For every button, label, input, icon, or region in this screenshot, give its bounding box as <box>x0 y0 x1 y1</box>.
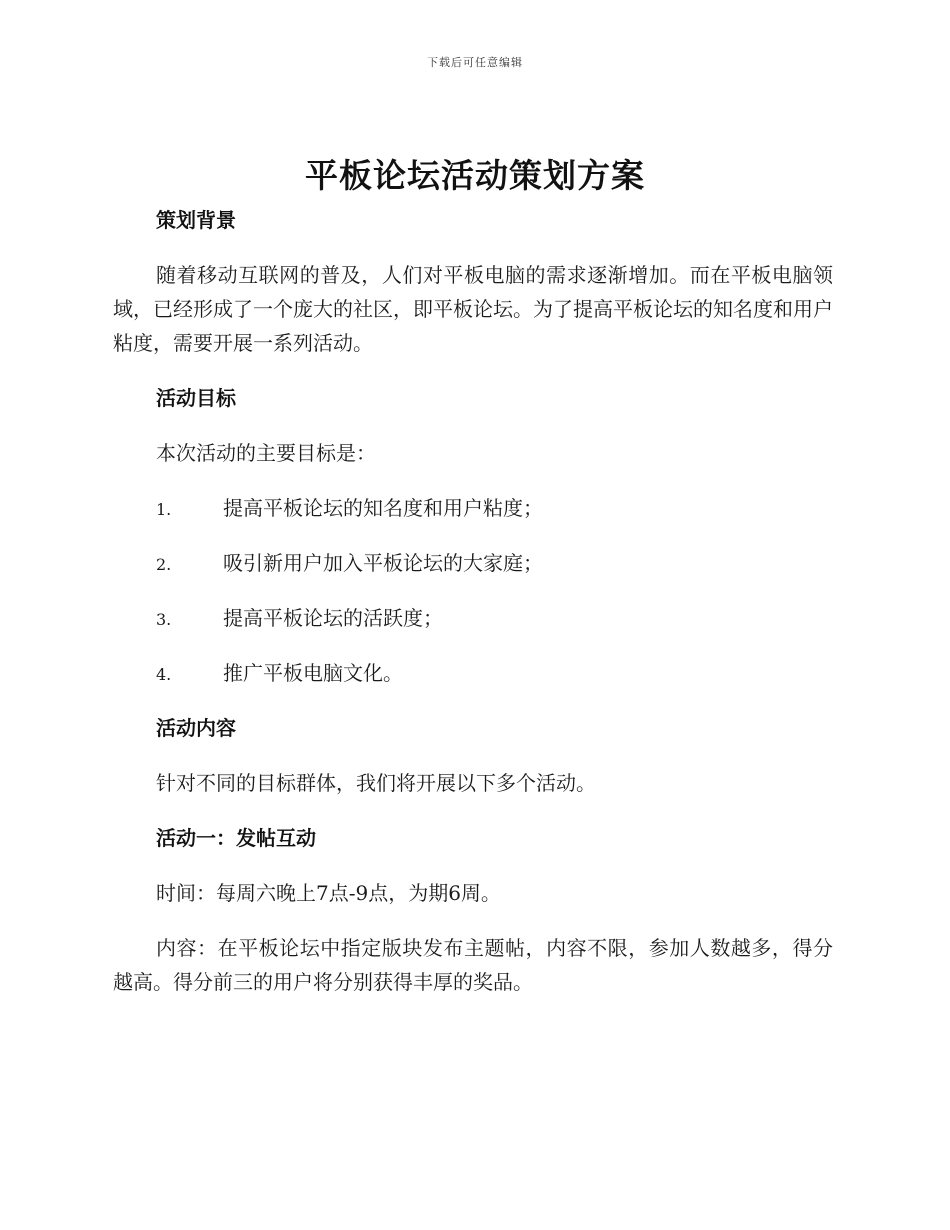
list-item <box>113 491 833 525</box>
list-item <box>113 601 833 635</box>
background-paragraph: 随着移动互联网的普及，人们对平板电脑的需求逐渐增加。而在平板电脑领域，已经形成了一个庞大的社区，即平板论坛。为了提高平板论坛的知名度和用户粘度，需要开展一系列活动。 <box>113 263 833 355</box>
activity-1-time: 时间：每周六晚上7点-9点，为期6周。 <box>156 881 501 905</box>
list-item-number: 3. <box>156 610 172 629</box>
list-item-text: 吸引新用户加入平板论坛的大家庭； <box>223 551 543 575</box>
list-item-number: 2. <box>156 555 172 574</box>
content-intro: 针对不同的目标群体，我们将开展以下多个活动。 <box>156 771 596 795</box>
page-header-note: 下载后可任意编辑 <box>427 56 523 69</box>
activity-1-detail: 内容：在平板论坛中指定版块发布主题帖，内容不限，参加人数越多，得分越高。得分前三的用户将分别获得丰厚的奖品。 <box>113 936 833 994</box>
document-title: 平板论坛活动策划方案 <box>305 156 645 195</box>
section-heading-activity-1: 活动一：发帖互动 <box>156 826 316 850</box>
list-item-text: 提高平板论坛的活跃度； <box>223 606 443 630</box>
list-item-number: 4. <box>156 665 172 684</box>
section-heading-content: 活动内容 <box>156 716 236 740</box>
goals-intro: 本次活动的主要目标是： <box>156 441 376 465</box>
list-item-text: 提高平板论坛的知名度和用户粘度； <box>223 496 543 520</box>
goals-list <box>113 491 833 690</box>
list-item-text: 推广平板电脑文化。 <box>223 661 403 685</box>
section-heading-goals: 活动目标 <box>156 386 236 410</box>
section-heading-background: 策划背景 <box>156 208 236 232</box>
list-item <box>113 546 833 580</box>
list-item-number: 1. <box>156 500 172 519</box>
list-item <box>113 656 833 690</box>
document-body <box>113 203 833 999</box>
